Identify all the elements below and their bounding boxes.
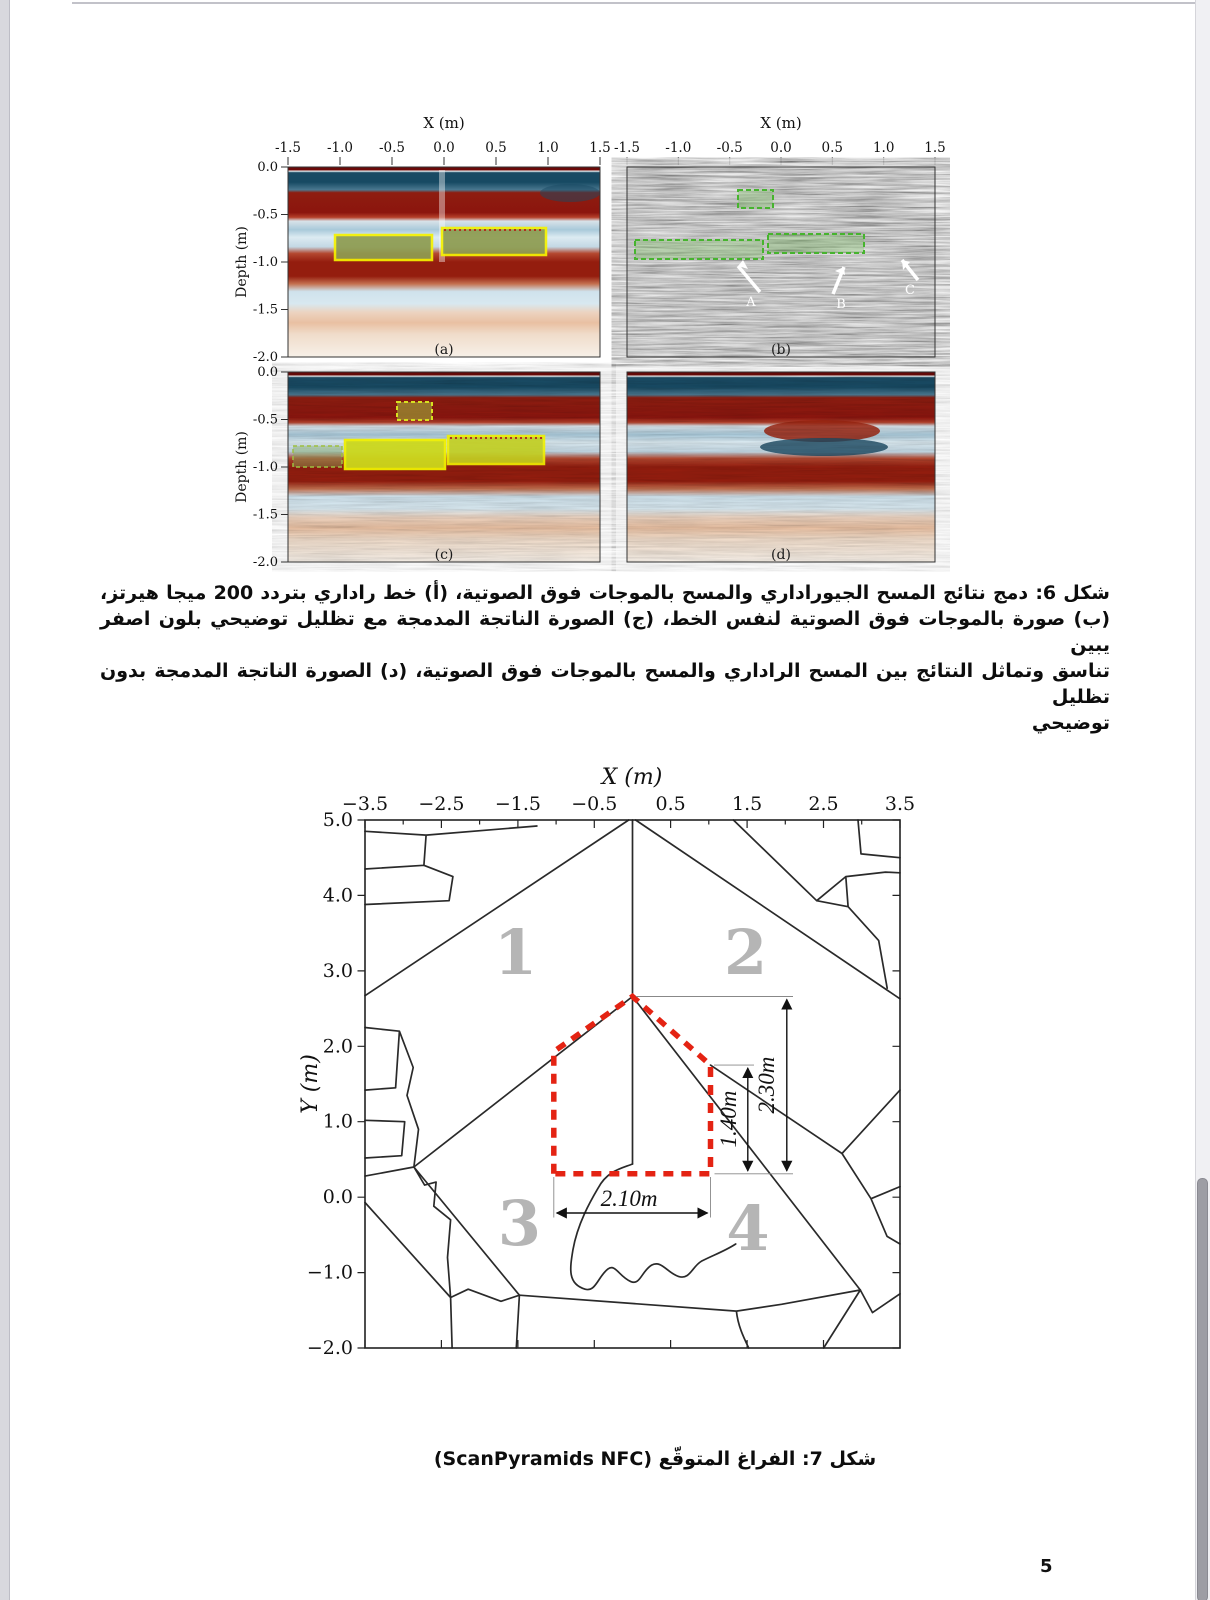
fig6-xticks-panel-a — [275, 140, 611, 156]
svg-text:3.5: 3.5 — [884, 793, 916, 815]
page-top-edge — [72, 2, 1196, 4]
svg-text:3.0: 3.0 — [322, 959, 353, 982]
svg-text:-0.5: -0.5 — [716, 140, 743, 156]
svg-text:1.5: 1.5 — [589, 140, 611, 156]
fig6-yaxis-title-row2: Depth (m) — [234, 431, 250, 503]
svg-text:1.0: 1.0 — [537, 140, 559, 156]
dimension-label-outer-height: 2.30m — [754, 1056, 779, 1114]
svg-text:0.0: 0.0 — [257, 160, 278, 175]
svg-text:1.0: 1.0 — [322, 1110, 353, 1133]
figure7-void-diagram — [295, 758, 945, 1408]
svg-text:A: A — [746, 295, 756, 310]
svg-text:0.5: 0.5 — [485, 140, 507, 156]
svg-text:1.5: 1.5 — [731, 793, 763, 815]
page-left-edge — [0, 0, 10, 1600]
svg-text:-0.5: -0.5 — [378, 140, 406, 156]
svg-text:1.0: 1.0 — [872, 140, 895, 156]
vertical-scrollbar-thumb[interactable] — [1197, 1178, 1208, 1600]
panel-a-label: (a) — [434, 342, 454, 358]
svg-text:1: 1 — [494, 916, 538, 989]
svg-text:0.0: 0.0 — [433, 140, 455, 156]
svg-text:-1.5: -1.5 — [252, 507, 278, 523]
panel-b-ultrasonic-image — [627, 167, 935, 358]
svg-text:−1.5: −1.5 — [494, 793, 541, 815]
svg-text:0.5: 0.5 — [821, 140, 844, 156]
page-number: 5 — [1040, 1556, 1053, 1577]
fig7-yaxis-title: Y (m) — [298, 1054, 323, 1114]
svg-text:3: 3 — [497, 1187, 541, 1260]
dimension-label-inner-height: 1.40m — [716, 1090, 741, 1148]
figure6-caption-line: توضيحي — [1031, 712, 1110, 734]
svg-text:B: B — [836, 297, 846, 312]
svg-text:5.0: 5.0 — [322, 809, 353, 831]
svg-text:−0.5: −0.5 — [571, 793, 618, 815]
svg-text:1.5: 1.5 — [924, 140, 946, 156]
svg-text:0.5: 0.5 — [655, 793, 686, 815]
svg-text:-1.5: -1.5 — [252, 302, 278, 318]
svg-text:0.0: 0.0 — [257, 365, 278, 380]
fig6-ytick-marks — [281, 167, 288, 562]
svg-text:−2.0: −2.0 — [306, 1337, 353, 1359]
panel-c-label: (c) — [434, 547, 454, 563]
svg-text:-1.0: -1.0 — [252, 460, 278, 475]
svg-text:2.5: 2.5 — [808, 793, 839, 815]
svg-text:-0.5: -0.5 — [252, 412, 278, 428]
svg-text:−1.0: −1.0 — [306, 1261, 353, 1284]
panel-b-label: (b) — [771, 342, 791, 358]
panel-a-gpr-radargram — [288, 167, 600, 358]
panel-d-label: (d) — [771, 547, 791, 563]
svg-text:-2.0: -2.0 — [252, 350, 278, 365]
svg-text:0.0: 0.0 — [322, 1186, 353, 1209]
svg-text:0.0: 0.0 — [770, 140, 792, 156]
svg-text:4.0: 4.0 — [322, 884, 353, 907]
fig6-xtick-marks — [288, 157, 935, 165]
fig6-yticks-row2 — [253, 365, 278, 570]
svg-text:2: 2 — [724, 916, 768, 989]
svg-text:−3.5: −3.5 — [341, 793, 389, 815]
panel-c-merged-highlighted — [288, 372, 600, 563]
svg-text:-1.5: -1.5 — [274, 140, 302, 156]
figure6-caption — [100, 580, 1110, 736]
fig6-xaxis-title-right: X (m) — [760, 114, 802, 132]
figure7-caption: شكل 7: الفراغ المتوقّع (ScanPyramids NFC) — [433, 1448, 877, 1470]
fig6-yaxis-title-row1: Depth (m) — [234, 226, 250, 298]
svg-text:-1.0: -1.0 — [326, 140, 354, 156]
svg-text:-1.5: -1.5 — [613, 140, 641, 156]
figure6-caption-line: شكل 6: دمج نتائج المسح الجيوراداري والمسح بالموجات فوق الصوتية، (أ) خط راداري بتردد 200 ميجا هيرتز، — [100, 582, 1110, 604]
figure6-caption-line: تناسق وتماثل النتائج بين المسح الراداري والمسح بالموجات فوق الصوتية، (د) الصورة الناتجة المدمجة بدون تظليل — [100, 660, 1110, 708]
figure6-caption-line: (ب) صورة بالموجات فوق الصوتية لنفس الخط، (ج) الصورة الناتجة المدمجة مع تظليل توضيحي بلون اصفر يبين — [100, 608, 1110, 656]
svg-text:2.0: 2.0 — [322, 1035, 353, 1058]
svg-text:-1.0: -1.0 — [252, 255, 278, 270]
figure6-radargram-grid — [230, 112, 950, 572]
fig6-yticks-row1 — [253, 160, 278, 365]
svg-text:C: C — [905, 283, 915, 298]
panel-d-merged-plain — [627, 372, 935, 563]
svg-text:4: 4 — [726, 1192, 770, 1265]
svg-text:-0.5: -0.5 — [252, 207, 278, 223]
svg-text:-1.0: -1.0 — [665, 140, 692, 156]
fig7-xtick-labels — [342, 793, 915, 815]
fig6-xticks-panel-b — [614, 140, 946, 156]
svg-text:−2.5: −2.5 — [418, 793, 465, 815]
fig7-xaxis-title: X (m) — [601, 765, 663, 790]
fig6-xaxis-title-left: X (m) — [423, 114, 465, 132]
dimension-label-width: 2.10m — [600, 1186, 658, 1211]
svg-text:-2.0: -2.0 — [252, 555, 278, 570]
stone-outlines — [365, 820, 900, 1348]
